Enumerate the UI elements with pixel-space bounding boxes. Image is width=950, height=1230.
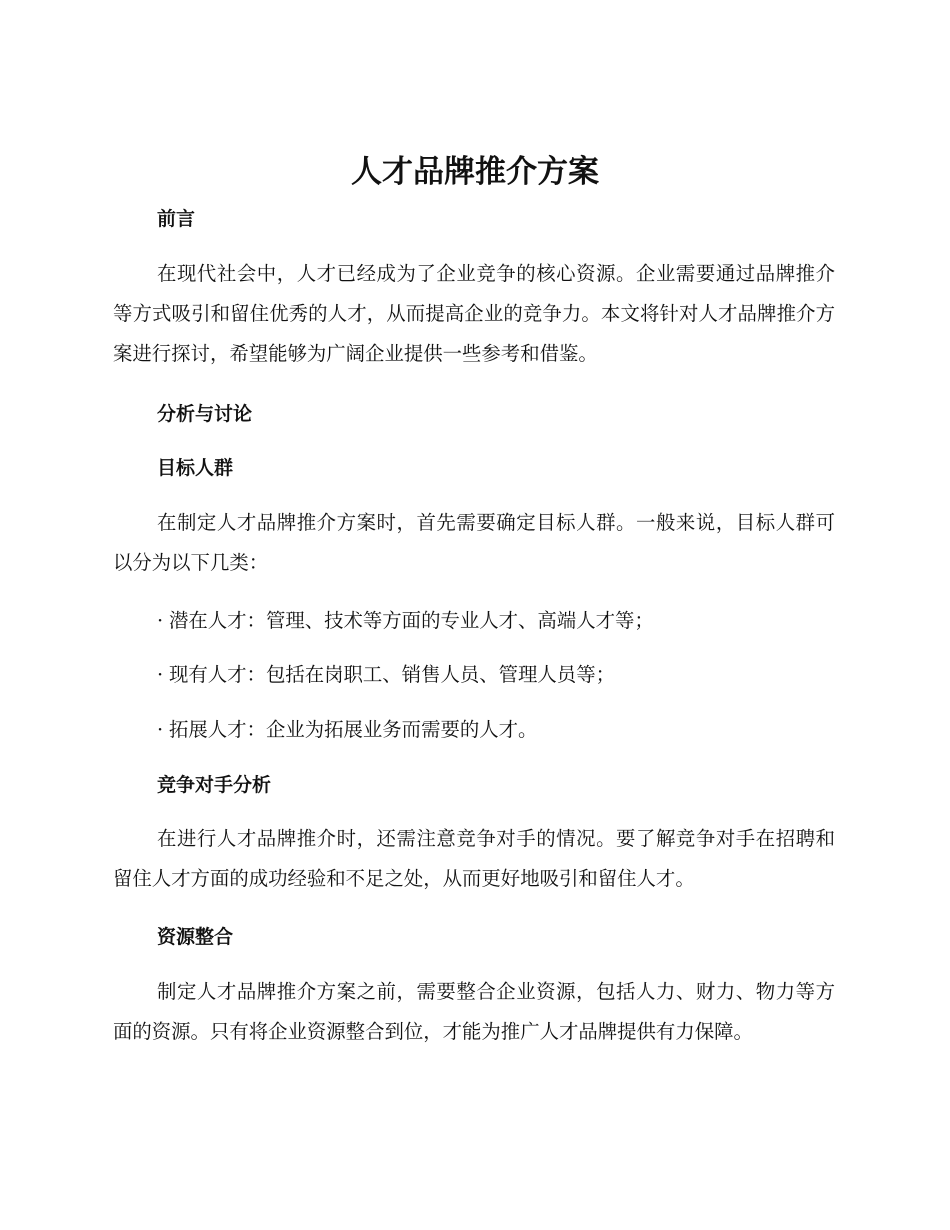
- bullet-item: [157, 606, 837, 636]
- document-title: 人才品牌推介方案: [351, 154, 599, 190]
- paragraph-preface: 在现代社会中，人才已经成为了企业竞争的核心资源。企业需要通过品牌推介等方式吸引和留住优秀的人才，从而提高企业的竞争力。本文将针对人才品牌推介方案进行探讨，希望能够为广阔企业提供一些参考和借鉴。: [113, 262, 835, 365]
- bullet-item: [157, 715, 837, 745]
- paragraph-resources: 制定人才品牌推介方案之前，需要整合企业资源，包括人力、财力、物力等方面的资源。只有将企业资源整合到位，才能为推广人才品牌提供有力保障。: [113, 980, 835, 1043]
- heading-preface: 前言: [157, 208, 196, 230]
- bullet-item: [157, 660, 837, 690]
- bullet-text: 现有人才：包括在岗职工、销售人员、管理人员等；: [169, 663, 615, 686]
- bullet-text: 潜在人才：管理、技术等方面的专业人才、高端人才等；: [169, 609, 654, 632]
- heading-analysis: 分析与讨论: [157, 403, 253, 425]
- paragraph-competitor: 在进行人才品牌推介时，还需注意竞争对手的情况。要了解竞争对手在招聘和留住人才方面的成功经验和不足之处，从而更好地吸引和留住人才。: [113, 827, 835, 890]
- bullet-dot-icon: ·: [157, 609, 164, 632]
- bullet-text: 拓展人才：企业为拓展业务而需要的人才。: [169, 718, 538, 741]
- heading-target: 目标人群: [157, 457, 234, 479]
- bullet-dot-icon: ·: [157, 663, 164, 686]
- heading-competitor: 竞争对手分析: [157, 774, 272, 796]
- paragraph-target: 在制定人才品牌推介方案时，首先需要确定目标人群。一般来说，目标人群可以分为以下几类：: [113, 511, 835, 574]
- heading-resources: 资源整合: [157, 926, 234, 948]
- bullet-dot-icon: ·: [157, 718, 164, 741]
